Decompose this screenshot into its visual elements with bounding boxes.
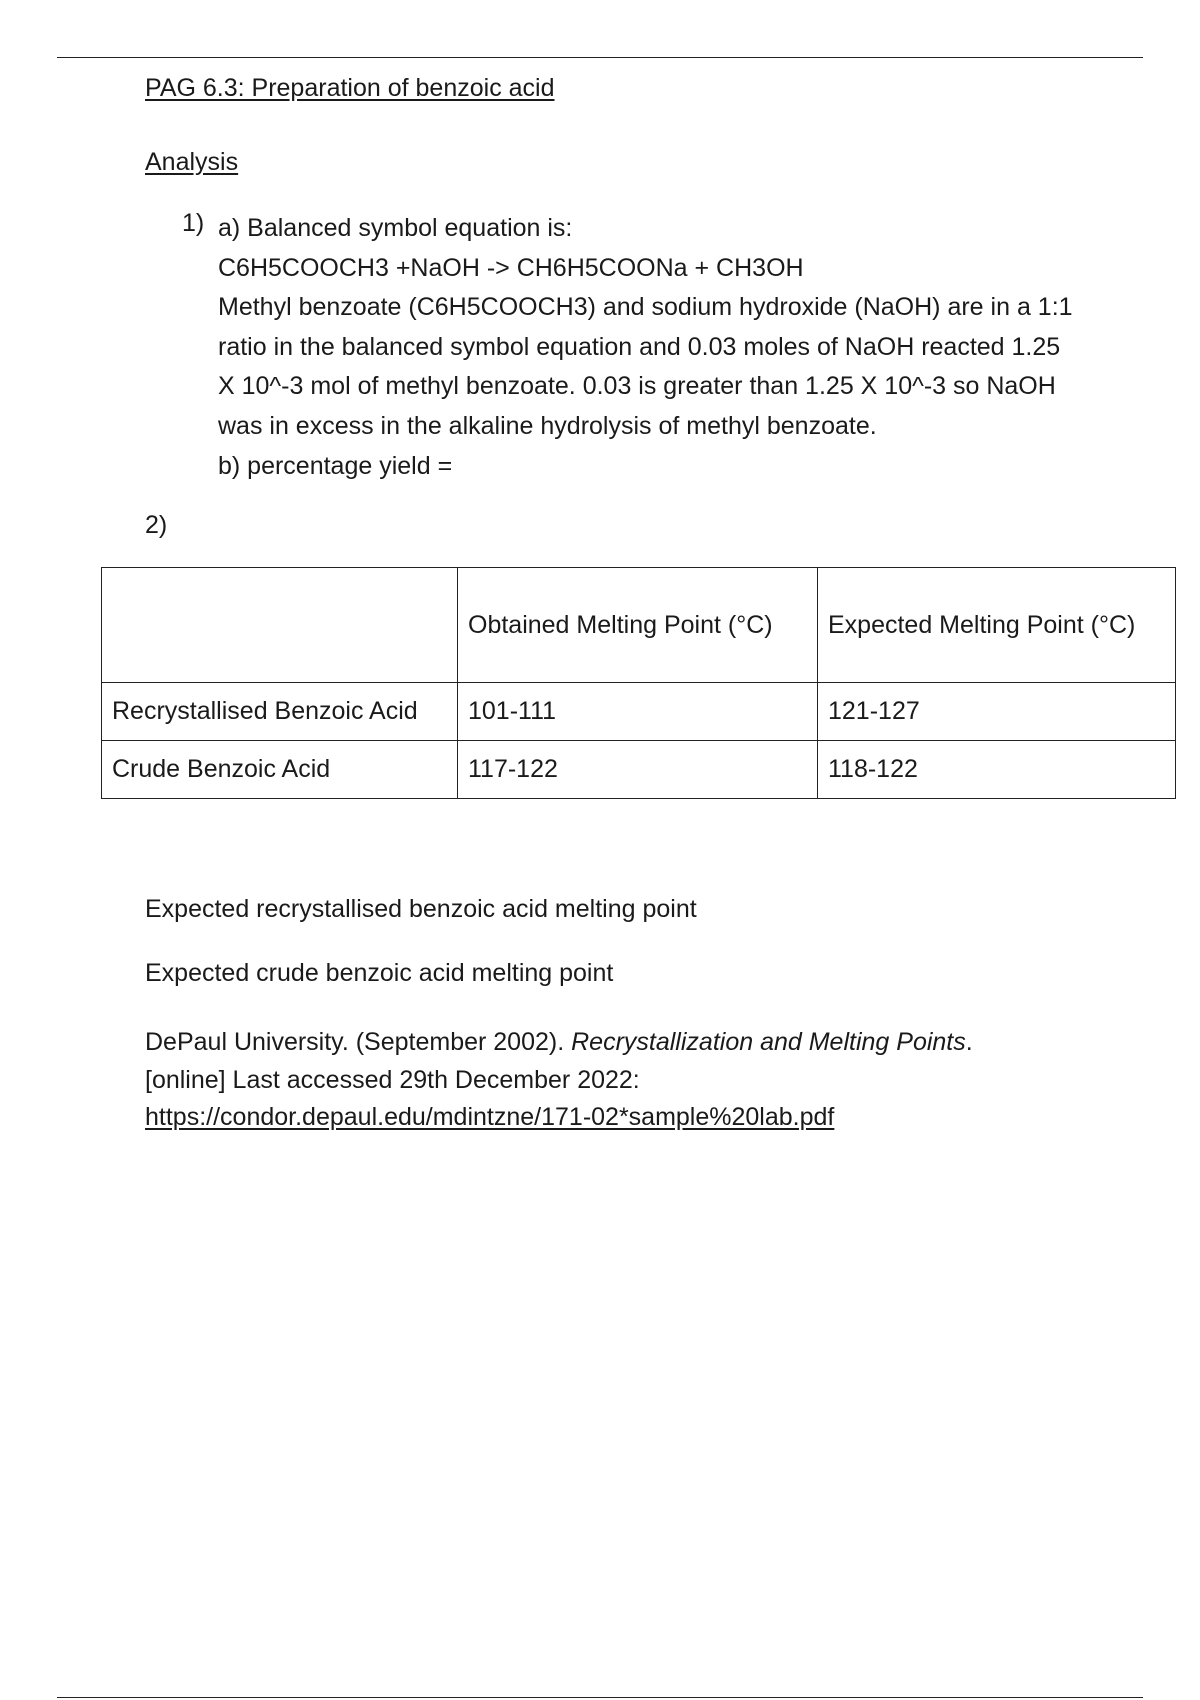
table-row: [102, 683, 1176, 741]
table-row: [102, 741, 1176, 799]
table-header-row: [102, 568, 1176, 683]
q1-line-part-a: a) Balanced symbol equation is:: [218, 214, 573, 242]
q1-line-explanation-3: X 10^-3 mol of methyl benzoate. 0.03 is greater than 1.25 X 10^-3 so NaOH: [218, 372, 1056, 401]
document-title: PAG 6.3: Preparation of benzoic acid: [145, 74, 555, 102]
reference-url-link[interactable]: https://condor.depaul.edu/mdintzne/171-02*sample%20lab.pdf: [145, 1103, 835, 1131]
q1-line-part-b: b) percentage yield =: [218, 451, 453, 480]
note-expected-crude: Expected crude benzoic acid melting point: [145, 959, 614, 987]
reference-title-end: .: [965, 1028, 973, 1056]
table-cell: 117-122: [458, 741, 818, 799]
reference-author-date: DePaul University. (September 2002).: [145, 1028, 572, 1056]
table-header-cell: Obtained Melting Point (°C): [458, 568, 818, 683]
q1-line-explanation-2: ratio in the balanced symbol equation and 0.03 moles of NaOH reacted 1.25: [218, 332, 1061, 361]
reference-accessed: [online] Last accessed 29th December 2022:: [145, 1065, 640, 1094]
reference-citation: [145, 1024, 973, 1137]
table-cell: 118-122: [818, 741, 1176, 799]
table-cell: Crude Benzoic Acid: [102, 741, 458, 799]
q1-line-equation: C6H5COOCH3 +NaOH -> CH6H5COONa + CH3OH: [218, 253, 804, 282]
reference-url-line: [145, 1099, 973, 1137]
melting-point-table: [101, 567, 1176, 799]
question-2-number: 2): [145, 511, 168, 539]
section-heading-analysis: Analysis: [145, 148, 239, 176]
table-header-cell: Expected Melting Point (°C): [818, 568, 1176, 683]
q1-line-explanation-4: was in excess in the alkaline hydrolysis of methyl benzoate.: [218, 411, 877, 440]
reference-line-1: [145, 1024, 973, 1062]
table-cell: 101-111: [458, 683, 818, 741]
top-rule: [57, 57, 1143, 58]
note-expected-recrystallised: Expected recrystallised benzoic acid melting point: [145, 895, 697, 923]
question-1-answer: [218, 209, 1098, 486]
table-cell: 121-127: [818, 683, 1176, 741]
question-1-number: 1): [182, 209, 205, 237]
q1-line-explanation-1: Methyl benzoate (C6H5COOCH3) and sodium hydroxide (NaOH) are in a 1:1: [218, 293, 1073, 322]
bottom-rule: [57, 1697, 1143, 1698]
reference-work-title: Recrystallization and Melting Points: [571, 1028, 966, 1056]
table-cell: Recrystallised Benzoic Acid: [102, 683, 458, 741]
table-header-cell: [102, 568, 458, 683]
